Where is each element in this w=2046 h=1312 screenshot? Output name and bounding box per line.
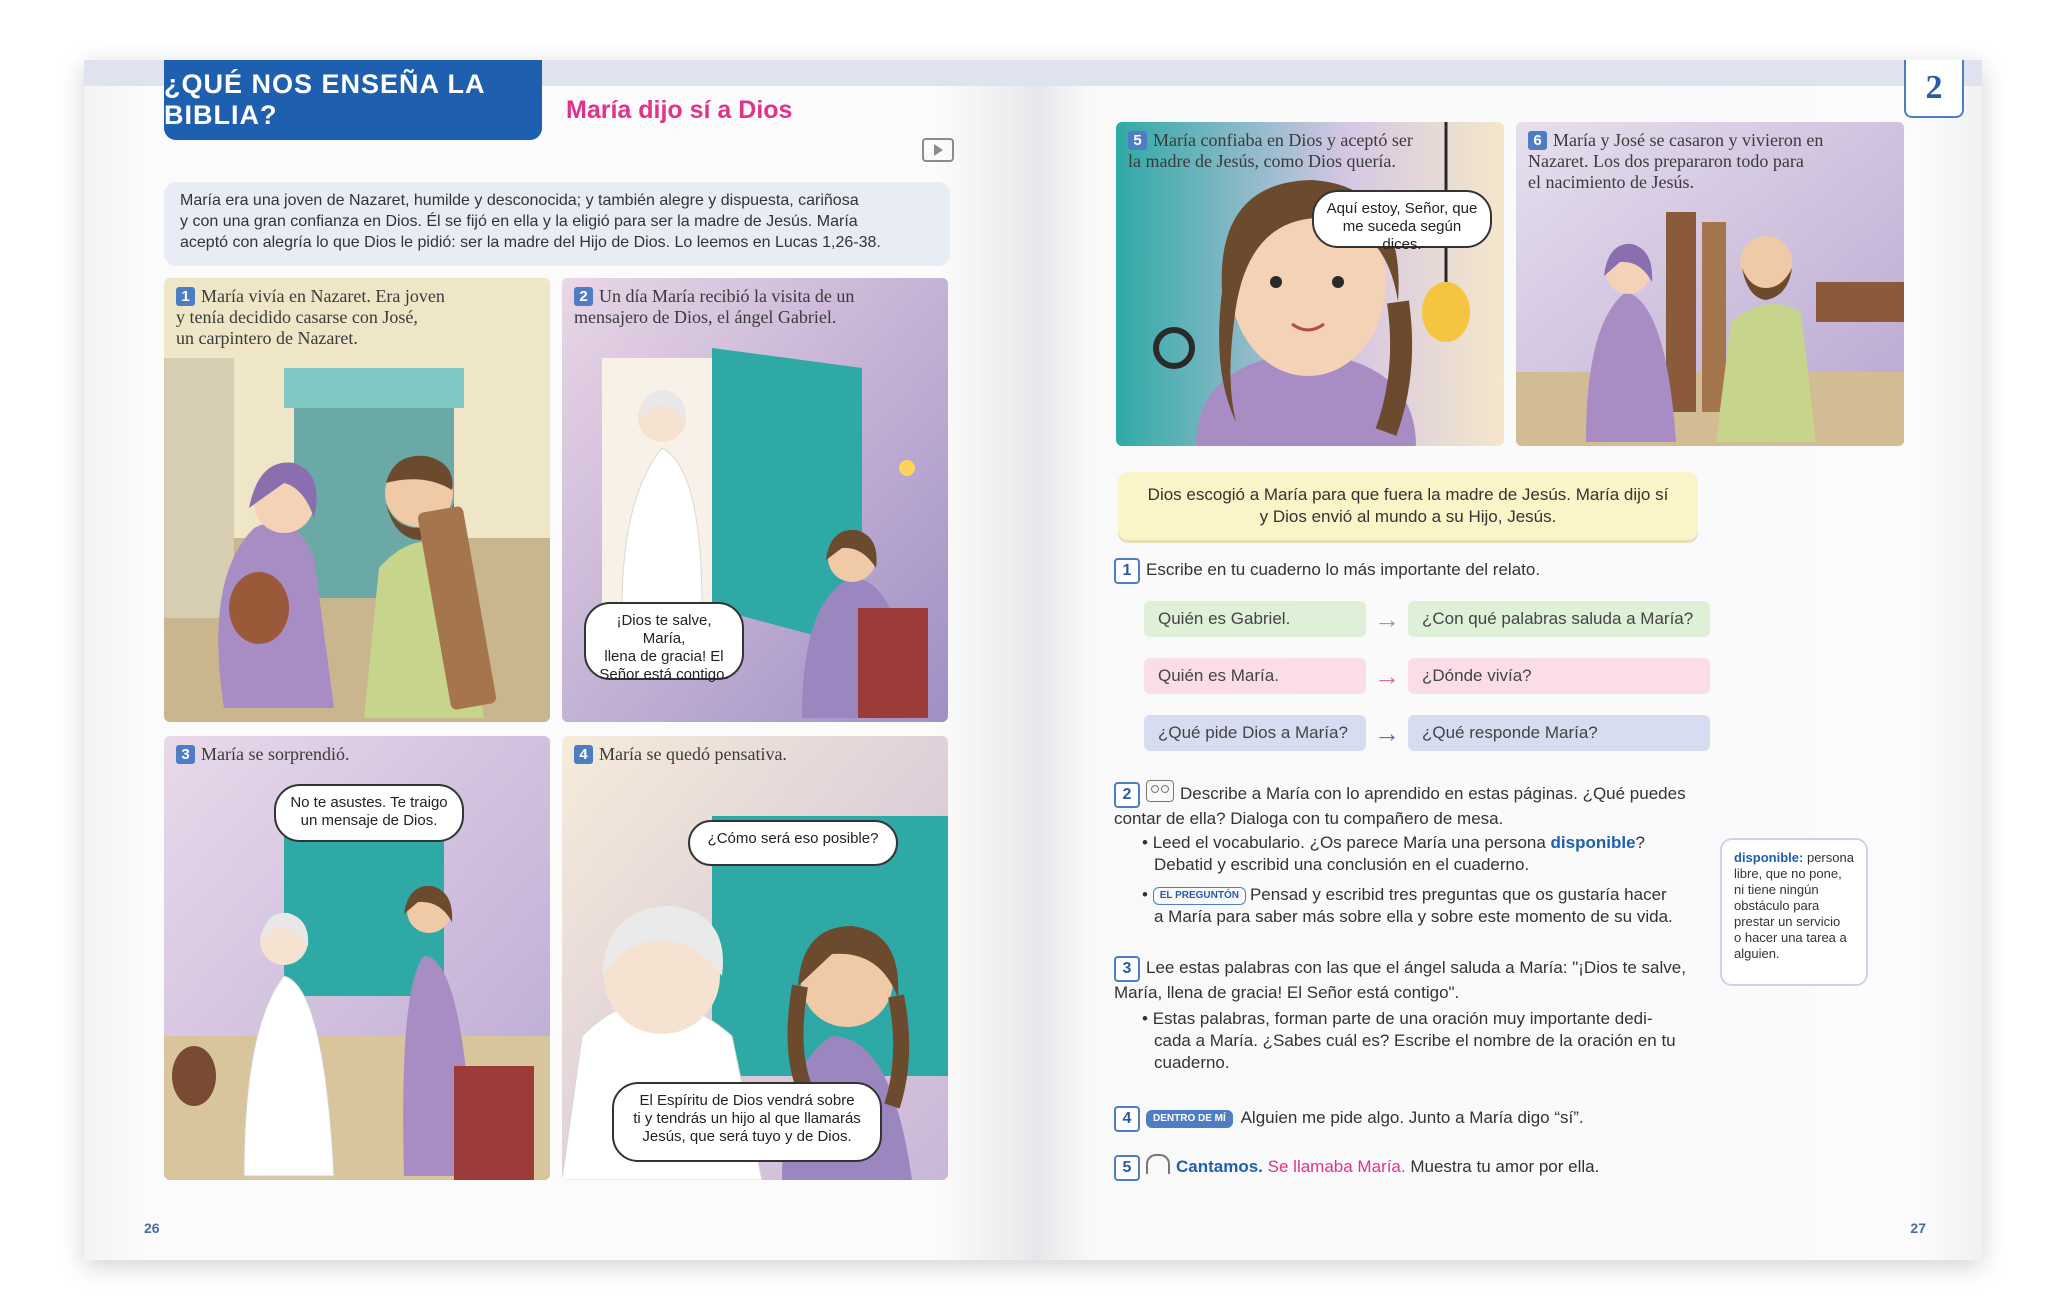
pair-work-icon xyxy=(1146,780,1174,802)
arrow-right-icon: → xyxy=(1374,718,1400,748)
comic-panel-6 xyxy=(1516,122,1904,446)
comic-panel-5 xyxy=(1116,122,1504,446)
activity-3-bullet-1: • Estas palabras, forman parte de una oración muy importante dedi- cada a María. ¿Sabes cuál es? Escribe el nombre de la oración en tu cuaderno. xyxy=(1142,1009,1676,1072)
activity-1-left-3: ¿Qué pide Dios a María? xyxy=(1144,715,1366,751)
key-message: Dios escogió a María para que fuera la madre de Jesús. María dijo sí y Dios envió al mundo a su Hijo, Jesús. xyxy=(1118,472,1698,540)
intro-text: María era una joven de Nazaret, humilde y desconocida; y también alegre y dispuesta, cariñosa y con una gran confianza en Dios. Él se fijó en ella y la eligió para ser la madre de Jesús. María aceptó con alegría lo que Dios le pidió: ser la madre del Hijo de Dios. Lo leemos en Lucas 1,26-38. xyxy=(164,182,950,266)
page-number-left: 26 xyxy=(144,1220,160,1236)
chapter-number: 2 xyxy=(1904,60,1964,118)
panel-4-speech-bubble-bottom: El Espíritu de Dios vendrá sobre ti y tendrás un hijo al que llamarás Jesús, que será tuyo y de Dios. xyxy=(612,1082,882,1162)
panel-5-caption: 5 María confiaba en Dios y aceptó ser la madre de Jesús, como Dios quería. xyxy=(1128,130,1413,171)
top-band xyxy=(1033,60,1982,86)
comic-panel-1 xyxy=(164,278,550,722)
panel-4-caption: 4 María se quedó pensativa. xyxy=(574,744,787,765)
vocabulary-box: disponible: persona libre, que no pone, ni tiene ningún obstáculo para prestar un servicio o hacer una tarea a alguien. xyxy=(1720,838,1868,986)
panel-3-caption: 3 María se sorprendió. xyxy=(176,744,349,765)
activity-5: 5 Cantamos. Se llamaba María. Muestra tu amor por ella. xyxy=(1114,1154,1599,1181)
activity-1-right-2: ¿Dónde vivía? xyxy=(1408,658,1710,694)
section-label: ¿QUÉ NOS ENSEÑA LA BIBLIA? xyxy=(164,60,542,140)
activity-2: 2 Describe a María con lo aprendido en estas páginas. ¿Qué puedes contar de ella? Dialoga con tu compañero de mesa. xyxy=(1114,780,1704,830)
activity-1-right-3: ¿Qué responde María? xyxy=(1408,715,1710,751)
arrow-right-icon: → xyxy=(1374,661,1400,691)
lesson-title: María dijo sí a Dios xyxy=(566,96,793,124)
page-number-right: 27 xyxy=(1910,1220,1926,1236)
dentro-de-mi-tag: DENTRO DE MÍ xyxy=(1146,1110,1233,1128)
headphones-icon xyxy=(1146,1154,1170,1174)
activity-2-bullet-2: • EL PREGUNTÓN Pensad y escribid tres preguntas que os gustaría hacer a María para saber más sobre ella y sobre este momento de su vida. xyxy=(1142,885,1673,926)
panel-2-speech-bubble: ¡Dios te salve, María, llena de gracia! El Señor está contigo. xyxy=(584,602,744,680)
panel-3-speech-bubble: No te asustes. Te traigo un mensaje de Dios. xyxy=(274,784,464,842)
activity-1: 1 Escribe en tu cuaderno lo más importante del relato. xyxy=(1114,558,1540,584)
panel-1-caption: 1 María vivía en Nazaret. Era joven y tenía decidido casarse con José, un carpintero de Nazaret. xyxy=(176,286,445,348)
comic-panel-3 xyxy=(164,736,550,1180)
activity-4: 4 DENTRO DE MÍ Alguien me pide algo. Junto a María digo “sí”. xyxy=(1114,1106,1584,1132)
activity-1-left-1: Quién es Gabriel. xyxy=(1144,601,1366,637)
activity-1-left-2: Quién es María. xyxy=(1144,658,1366,694)
panel-5-speech-bubble: Aquí estoy, Señor, que me suceda según dices. xyxy=(1312,190,1492,248)
comic-panel-2 xyxy=(562,278,948,722)
activity-1-right-1: ¿Con qué palabras saluda a María? xyxy=(1408,601,1710,637)
open-book xyxy=(84,60,1982,1260)
comic-panel-4 xyxy=(562,736,948,1180)
activity-3: 3 Lee estas palabras con las que el ángel saluda a María: "¡Dios te salve, María, llena de gracia! El Señor está contigo". xyxy=(1114,958,1686,1002)
left-page xyxy=(84,60,1033,1260)
activity-2-bullet-1: • Leed el vocabulario. ¿Os parece María una persona disponible? Debatid y escribid una conclusión en el cuaderno. xyxy=(1142,833,1645,874)
el-pregunton-tag: EL PREGUNTÓN xyxy=(1153,887,1246,905)
arrow-right-icon: → xyxy=(1374,604,1400,634)
play-video-icon[interactable] xyxy=(922,138,954,162)
panel-6-caption: 6 María y José se casaron y vivieron en Nazaret. Los dos prepararon todo para el nacimiento de Jesús. xyxy=(1528,130,1824,192)
panel-4-speech-bubble-top: ¿Cómo será eso posible? xyxy=(688,820,898,866)
panel-2-caption: 2 Un día María recibió la visita de un mensajero de Dios, el ángel Gabriel. xyxy=(574,286,855,327)
